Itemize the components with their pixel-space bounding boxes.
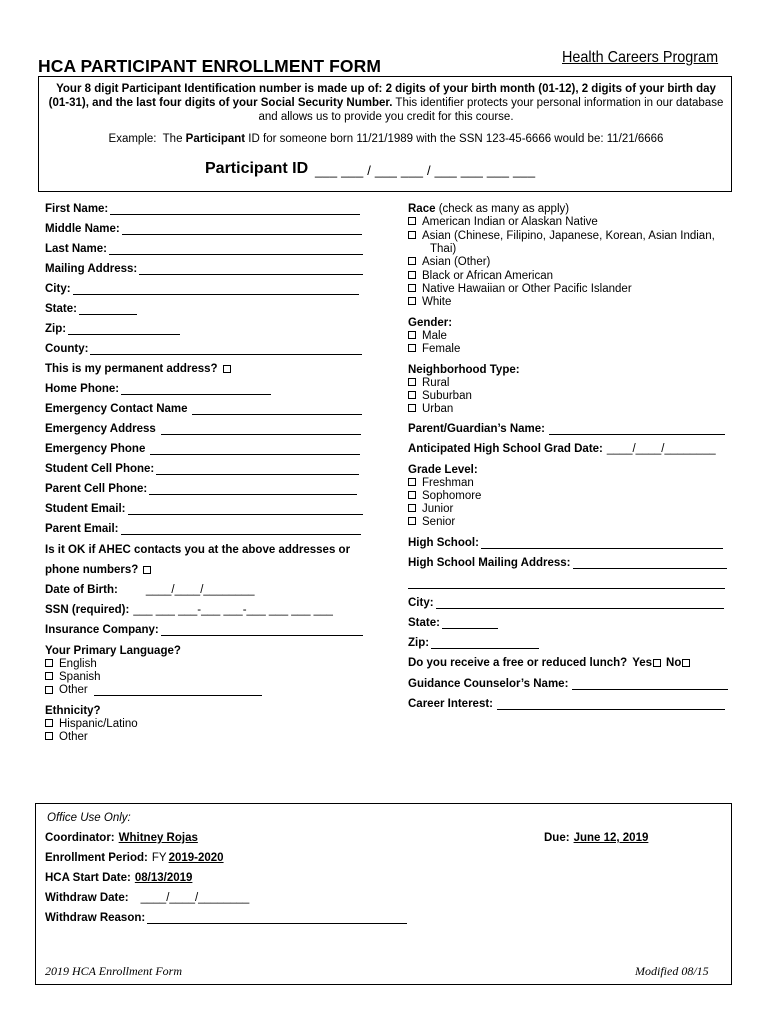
county-row	[45, 343, 362, 355]
ethnicity-option-label: Hispanic/Latino	[59, 718, 138, 730]
dob-label: Date of Birth:	[45, 584, 118, 596]
counselor-field[interactable]	[572, 678, 728, 690]
lunch-row	[408, 657, 696, 669]
race-option-white[interactable]	[408, 296, 451, 308]
emergency-address-label: Emergency Address	[45, 423, 156, 435]
counselor-row	[408, 678, 728, 690]
language-option-label: English	[59, 658, 97, 670]
parent-email-row	[45, 523, 361, 535]
checkbox-icon	[408, 271, 416, 279]
race-option-label: White	[422, 296, 452, 308]
parent-cell-label: Parent Cell Phone:	[45, 483, 148, 495]
grade-option-freshman[interactable]	[408, 477, 474, 489]
checkbox-icon	[408, 391, 416, 399]
emergency-contact-label: Emergency Contact Name	[45, 403, 188, 415]
first-name-label: First Name:	[45, 203, 109, 215]
hs-city-field[interactable]	[436, 597, 724, 609]
checkbox-icon	[408, 378, 416, 386]
due-value: June 12, 2019	[573, 832, 649, 844]
checkbox-icon	[408, 344, 416, 352]
hs-state-row	[408, 617, 498, 629]
checkbox-icon	[408, 504, 416, 512]
ethnicity-option-other[interactable]	[45, 731, 88, 743]
state-field[interactable]	[79, 303, 137, 315]
lunch-question: Do you receive a free or reduced lunch?	[408, 657, 628, 669]
coordinator-value: Whitney Rojas	[118, 832, 198, 844]
gender-option-label: Female	[422, 343, 461, 355]
checkbox-icon	[408, 491, 416, 499]
language-option-english[interactable]	[45, 658, 97, 670]
neighborhood-option-suburban[interactable]	[408, 390, 472, 402]
ahec-contact-checkbox[interactable]	[143, 566, 151, 574]
hs-city-row	[408, 597, 724, 609]
hs-zip-label: Zip:	[408, 637, 430, 649]
state-row	[45, 303, 137, 315]
parent-email-label: Parent Email:	[45, 523, 119, 535]
student-email-field[interactable]	[128, 503, 363, 515]
city-label: City:	[45, 283, 71, 295]
participant-id-input[interactable]: ___ ___ / ___ ___ / ___ ___ ___ ___	[315, 163, 536, 178]
checkbox-icon	[408, 404, 416, 412]
checkbox-icon	[45, 672, 53, 680]
hs-mailing-line-2[interactable]	[408, 588, 725, 589]
withdraw-date-label: Withdraw Date:	[45, 892, 129, 904]
id-example-prefix: Example: The	[108, 133, 186, 145]
ethnicity-option-hispanic[interactable]	[45, 718, 138, 730]
race-label: Race	[408, 203, 436, 215]
career-field[interactable]	[497, 698, 725, 710]
permanent-address-label: This is my permanent address?	[45, 363, 218, 375]
lunch-no-label: No	[666, 657, 682, 669]
grad-date-row	[408, 443, 716, 455]
enrollment-period-value: 2019-2020	[168, 852, 224, 864]
footer-form-name: 2019 HCA Enrollment Form	[45, 964, 182, 978]
office-use-heading: Office Use Only:	[47, 812, 131, 824]
county-field[interactable]	[90, 343, 362, 355]
student-email-label: Student Email:	[45, 503, 126, 515]
withdraw-reason-label: Withdraw Reason:	[45, 912, 146, 924]
insurance-row	[45, 624, 363, 636]
home-phone-field[interactable]	[121, 383, 271, 395]
county-label: County:	[45, 343, 89, 355]
neighborhood-option-label: Suburban	[422, 390, 472, 402]
participant-id-label: Participant ID	[205, 160, 309, 177]
gender-option-female[interactable]	[408, 343, 460, 355]
race-option-label: Black or African American	[422, 270, 554, 282]
hs-state-field[interactable]	[442, 617, 498, 629]
withdraw-date-row	[45, 892, 249, 904]
lunch-yes-checkbox[interactable]	[653, 659, 661, 667]
high-school-field[interactable]	[481, 537, 723, 549]
zip-field[interactable]	[68, 323, 180, 335]
guardian-field[interactable]	[549, 423, 725, 435]
checkbox-icon	[408, 284, 416, 292]
dob-row	[45, 584, 255, 596]
lunch-no-checkbox[interactable]	[682, 659, 690, 667]
race-option-american-indian[interactable]	[408, 216, 598, 228]
ssn-label: SSN (required):	[45, 604, 130, 616]
race-option-asian[interactable]	[408, 230, 715, 242]
checkbox-icon	[408, 217, 416, 225]
grade-label: Grade Level:	[408, 464, 478, 476]
checkbox-icon	[45, 719, 53, 727]
emergency-phone-row	[45, 443, 360, 455]
middle-name-field[interactable]	[122, 223, 362, 235]
race-heading	[408, 203, 569, 215]
language-option-label: Spanish	[59, 671, 101, 683]
grade-option-senior[interactable]	[408, 516, 455, 528]
grade-option-sophomore[interactable]	[408, 490, 481, 502]
student-cell-row	[45, 463, 359, 475]
last-name-field[interactable]	[109, 243, 363, 255]
race-option-label: American Indian or Alaskan Native	[422, 216, 598, 228]
coordinator-row	[45, 832, 198, 844]
withdraw-reason-field[interactable]	[147, 912, 407, 924]
race-option-asian-other[interactable]	[408, 256, 490, 268]
footer-modified: Modified 08/15	[635, 964, 709, 978]
student-email-row	[45, 503, 363, 515]
id-instructions	[45, 82, 727, 124]
race-option-label: Asian (Other)	[422, 256, 491, 268]
first-name-row	[45, 203, 360, 215]
first-name-field[interactable]	[110, 203, 360, 215]
gender-option-male[interactable]	[408, 330, 447, 342]
emergency-phone-label: Emergency Phone	[45, 443, 146, 455]
language-option-spanish[interactable]	[45, 671, 101, 683]
grad-date-label: Anticipated High School Grad Date:	[408, 443, 603, 455]
guardian-label: Parent/Guardian’s Name:	[408, 423, 545, 435]
enrollment-period-label: Enrollment Period:	[45, 852, 148, 864]
ethnicity-label: Ethnicity?	[45, 705, 101, 717]
gender-label: Gender:	[408, 317, 453, 329]
checkbox-icon	[408, 297, 416, 305]
city-field[interactable]	[73, 283, 359, 295]
hs-city-label: City:	[408, 597, 434, 609]
neighborhood-option-label: Rural	[422, 377, 450, 389]
insurance-field[interactable]	[161, 624, 363, 636]
insurance-label: Insurance Company:	[45, 624, 159, 636]
ssn-row	[45, 604, 333, 616]
permanent-address-row	[45, 363, 237, 375]
home-phone-row	[45, 383, 271, 395]
gender-option-label: Male	[422, 330, 447, 342]
mailing-address-label: Mailing Address:	[45, 263, 138, 275]
program-name: Health Careers Program	[562, 49, 719, 66]
checkbox-icon	[408, 517, 416, 525]
home-phone-label: Home Phone:	[45, 383, 120, 395]
dob-field[interactable]: ____/____/________	[145, 584, 255, 596]
checkbox-icon	[408, 478, 416, 486]
parent-cell-field[interactable]	[149, 483, 357, 495]
emergency-contact-row	[45, 403, 362, 415]
career-label: Career Interest:	[408, 698, 494, 710]
checkbox-icon	[45, 659, 53, 667]
mailing-address-row	[45, 263, 363, 275]
student-cell-label: Student Cell Phone:	[45, 463, 155, 475]
race-hint: (check as many as apply)	[435, 203, 570, 215]
id-instructions-normal: This identifier protects your personal information in our database and allows us to provide you credit for this course.	[258, 97, 724, 123]
enrollment-period-prefix: FY	[151, 852, 167, 864]
middle-name-row	[45, 223, 362, 235]
hs-state-label: State:	[408, 617, 440, 629]
lunch-yes-label: Yes	[632, 657, 653, 669]
checkbox-icon	[408, 331, 416, 339]
mailing-address-field[interactable]	[139, 263, 363, 275]
career-row	[408, 698, 725, 710]
enrollment-period-row	[45, 852, 224, 864]
last-name-label: Last Name:	[45, 243, 107, 255]
guardian-row	[408, 423, 725, 435]
emergency-contact-field[interactable]	[192, 403, 362, 415]
grade-option-label: Sophomore	[422, 490, 482, 502]
id-example-suffix: ID for someone born 11/21/1989 with the SSN 123-45-6666 would be: 11/21/6666	[245, 133, 664, 145]
zip-row	[45, 323, 180, 335]
due-label: Due:	[544, 832, 570, 844]
high-school-label: High School:	[408, 537, 479, 549]
last-name-row	[45, 243, 363, 255]
grad-date-field[interactable]: ____/____/________	[606, 443, 716, 455]
middle-name-label: Middle Name:	[45, 223, 120, 235]
ahec-contact-question: Is it OK if AHEC contacts you at the above addresses or	[45, 544, 351, 556]
neighborhood-option-label: Urban	[422, 403, 454, 415]
neighborhood-option-urban[interactable]	[408, 403, 453, 415]
ethnicity-option-label: Other	[59, 731, 88, 743]
race-option-label: Asian (Chinese, Filipino, Japanese, Korean, Asian Indian,	[422, 230, 715, 242]
ssn-field[interactable]: ___ ___ ___-___ ___-___ ___ ___ ___	[133, 604, 333, 616]
parent-cell-row	[45, 483, 357, 495]
race-option-pacific-islander[interactable]	[408, 283, 632, 295]
ahec-contact-row	[45, 564, 157, 576]
hs-zip-row	[408, 637, 539, 649]
language-option-label: Other	[59, 684, 88, 696]
ahec-contact-question-cont: phone numbers?	[45, 564, 139, 576]
student-cell-field[interactable]	[156, 463, 359, 475]
permanent-address-checkbox[interactable]	[223, 365, 231, 373]
grade-option-label: Junior	[422, 503, 454, 515]
hs-zip-field[interactable]	[431, 637, 539, 649]
race-option-black[interactable]	[408, 270, 553, 282]
withdraw-date-field[interactable]: ____/____/________	[140, 892, 250, 904]
grade-option-label: Senior	[422, 516, 456, 528]
city-row	[45, 283, 359, 295]
due-row	[544, 832, 648, 844]
neighborhood-option-rural[interactable]	[408, 377, 449, 389]
id-example-bold: Participant	[185, 133, 246, 145]
hs-mailing-row	[408, 557, 727, 569]
withdraw-reason-row	[45, 912, 407, 924]
checkbox-icon	[408, 257, 416, 265]
form-title: HCA PARTICIPANT ENROLLMENT FORM	[38, 56, 382, 76]
counselor-label: Guidance Counselor’s Name:	[408, 678, 569, 690]
hs-mailing-label: High School Mailing Address:	[408, 557, 571, 569]
grade-option-junior[interactable]	[408, 503, 453, 515]
race-option-asian-cont: Thai)	[430, 243, 457, 255]
high-school-row	[408, 537, 723, 549]
checkbox-icon	[408, 231, 416, 239]
checkbox-icon	[45, 732, 53, 740]
checkbox-icon	[45, 686, 53, 694]
id-example	[39, 133, 733, 145]
id-instructions-bold: Your 8 digit Participant Identification number is made up of: 2 digits of your birth month (01-12), 2 digits of your birth day (01-31), and the last four digits of your Social Security Number.	[48, 83, 716, 109]
race-option-label: Native Hawaiian or Other Pacific Islander	[422, 283, 632, 295]
start-date-row	[45, 872, 192, 884]
language-option-other[interactable]	[45, 684, 262, 696]
neighborhood-label: Neighborhood Type:	[408, 364, 520, 376]
participant-id-box	[38, 76, 732, 192]
grade-option-label: Freshman	[422, 477, 474, 489]
language-label: Your Primary Language?	[45, 645, 181, 657]
zip-label: Zip:	[45, 323, 67, 335]
parent-email-field[interactable]	[121, 523, 361, 535]
language-other-field[interactable]	[94, 684, 262, 696]
hs-mailing-field[interactable]	[573, 557, 727, 569]
start-date-value: 08/13/2019	[134, 872, 193, 884]
emergency-address-row	[45, 423, 361, 435]
emergency-phone-field[interactable]	[150, 443, 360, 455]
start-date-label: HCA Start Date:	[45, 872, 131, 884]
coordinator-label: Coordinator:	[45, 832, 115, 844]
state-label: State:	[45, 303, 77, 315]
emergency-address-field[interactable]	[161, 423, 361, 435]
